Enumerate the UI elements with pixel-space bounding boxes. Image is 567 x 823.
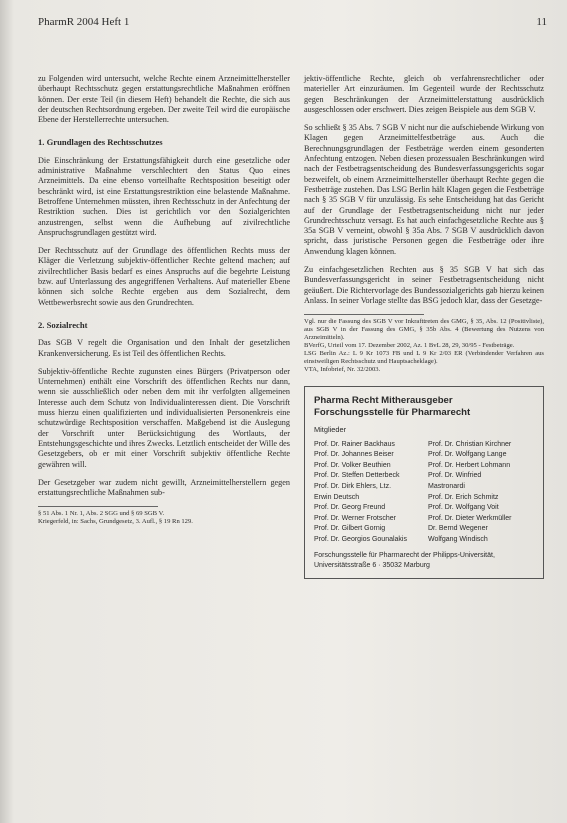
- intro-paragraph: zu Folgenden wird untersucht, welche Rechte einem Arzneimittelhersteller überhaupt Rechtsschutz gegen erstattungsrechtliche Maßnahmen eröffnen können. Der erste Teil (in diesem Heft) behandelt die Rechte, die sich aus der deutschen Rechtsordnung ergeben. Der zweite Teil wird die europäische Ebene der Herstellerrechte untersuchen.: [38, 74, 290, 125]
- box-footer: [314, 551, 534, 570]
- box-footer-line-2: Universitätsstraße 6 · 35032 Marburg: [314, 561, 430, 569]
- footnote: LSG Berlin Az.: L 9 Kr 1073 FB und L 9 Kr 2/03 ER (Verbindender Verfahren aus einstweiligen Rechtsschutz und Hauptsacheklage).: [304, 350, 544, 366]
- member-name: Prof. Dr. Volker Beuthien: [314, 461, 391, 469]
- member-name: Prof. Dr. Dieter Werkmüller: [428, 514, 512, 522]
- member-name: Erwin Deutsch: [314, 493, 360, 501]
- editorial-board-box: [304, 386, 544, 579]
- footnote: VTA, Infobrief, Nr. 32/2003.: [304, 366, 381, 374]
- section-2-paragraph-1: Das SGB V regelt die Organisation und den Inhalt der gesetzlichen Krankenversicherung. Es ist Teil des öffentlichen Rechts.: [38, 338, 290, 358]
- section-1-heading: 1. Grundlagen des Rechtsschutzes: [38, 137, 163, 148]
- member-name: Prof. Dr. Georgios Gounalakis: [314, 535, 407, 543]
- right-column: [304, 74, 544, 579]
- member-name: Prof. Dr. Steffen Detterbeck: [314, 472, 400, 480]
- member-name: Prof. Dr. Rainer Backhaus: [314, 440, 395, 448]
- section-2-paragraph-3: Der Gesetzgeber war zudem nicht gewillt, Arzneimittelherstellern gegen erstattungsrechtliche Maßnahmen sub-: [38, 477, 290, 498]
- right-paragraph-2: So schließt § 35 Abs. 7 SGB V nicht nur die aufschiebende Wirkung von Klagen gegen Arzneimittelfestbeträge aus. Auch die Berechnungsgrundlagen der Festbeträge werden einem gesonderten Anfechtung entzogen. Neben diesen prozessualen Beschränkungen wird nach der Festbetragsentscheidung des Bundesverfassungsgerichts sogar bezweifelt, ob einem Arzneimittelhersteller überhaupt Rechte gegen die Festbeträge zustehen. Das LSG Berlin hält Klagen gegen die Festbeträge nach § 35 SGB V für unzulässig. Es sehe Entscheidung hat das Gericht auf der Grundlage der Festbetragsentscheidung nicht nur jeder Grundrechtsschutz versagt. Es hat auch einfachgesetzliche Rechte aus § 35a SGB V verneint, obwohl § 35a Abs. 7 SGB V ausdrücklich davon spricht, dass juristische Personen gegen die Festbeträge oder ihre Anwendung klagen können.: [304, 123, 544, 256]
- footnote-divider: [304, 314, 424, 315]
- member-name: Prof. Dr. Wolfgang Lange: [428, 451, 507, 459]
- footnote: § 51 Abs. 1 Nr. 1, Abs. 2 SGG und § 69 SGB V.: [38, 510, 165, 518]
- box-title: Pharma Recht Mitherausgeber: [314, 395, 453, 407]
- box-subtitle: Mitglieder: [314, 425, 347, 435]
- members-right-column: [428, 440, 534, 546]
- section-1-paragraph-2: Der Rechtsschutz auf der Grundlage des öffentlichen Rechts muss der Kläger die Verletzung subjektiv-öffentlicher Rechte geltend machen; auf zivilrechtlicher Basis bedarf es eines Anspruchs auf die begehrte Leistung bzw. auf Unterlassung des angegriffenen Verhaltens. Auf materieller Ebene können sich solche Rechte ergeben aus dem Sozialrecht, dem Wettbewerbsrecht sowie aus den Grundrechten.: [38, 246, 290, 307]
- member-name: Prof. Dr. Wolfgang Voit: [428, 504, 499, 512]
- member-name: Prof. Dr. Dirk Ehlers, Ltz.: [314, 482, 392, 490]
- box-footer-line-1: Forschungsstelle für Pharmarecht der Philipps-Universität,: [314, 552, 495, 560]
- journal-title: PharmR 2004 Heft 1: [38, 16, 130, 28]
- member-name: Prof. Dr. Christian Kirchner: [428, 440, 512, 448]
- footnote-divider: [38, 506, 158, 507]
- members-list: [314, 440, 534, 546]
- footnote: Vgl. nur die Fassung des SGB V vor Inkrafttreten des GMG, § 35, Abs. 12 (Positivliste), aus SGB V in der Fassung des GMG, § 35b Abs. 4 (Bewertung des Nutzens von Arzneimitteln).: [304, 318, 544, 342]
- footnote: BVerfG, Urteil vom 17. Dezember 2002, Az. 1 BvL 28, 29, 30/95 - Festbeträge.: [304, 342, 515, 350]
- member-name: Prof. Dr. Winfried: [428, 472, 482, 480]
- member-name: Dr. Bernd Wegener: [428, 525, 488, 533]
- footnote: Kriegerfeld, in: Sachs, Grundgesetz, 3. Aufl., § 19 Rn 129.: [38, 518, 193, 526]
- member-name: Prof. Dr. Erich Schmitz: [428, 493, 499, 501]
- members-left-column: [314, 440, 420, 546]
- right-paragraph-3: Zu einfachgesetzlichen Rechten aus § 35 SGB V hat sich das Bundesverfassungsgericht in seiner Festbetragsentscheidung nicht geäußert. Die Richtervorlage des Bundessozialgerichts gab hierzu keinen Anlass. In seiner Vorlage stellte das BSG jedoch klar, dass der Gesetzge-: [304, 265, 544, 305]
- section-2-paragraph-2: Subjektiv-öffentliche Rechte zugunsten eines Bürgers (Privatperson oder Unternehmen) enthält eine Vorschrift des öffentlichen Rechts nur dann, wenn sie ausschließlich oder neben dem mit ihr verfolgten allgemeinen Interesse auch dem Schutz von Individualinteressen dient. Die Vorschrift muss hierzu einen qualifizierten und individualisierten Personenkreis eine schutzwürdige Rechtsposition verschaffen. Maßgebend ist die Auslegung der Vorschrift unter Berücksichtigung des Wortlauts, der Entstehungsgeschichte und ihres Zwecks. Letztlich entscheidet der Wille des Gesetzgebers, ob er mit einer Vorschrift subjektiv öffentliche Rechte gewähren will.: [38, 366, 290, 469]
- section-2-heading: 2. Sozialrecht: [38, 319, 88, 330]
- member-name: Prof. Dr. Herbert Lohmann: [428, 461, 511, 469]
- section-1-paragraph-1: Die Einschränkung der Erstattungsfähigkeit durch eine gesetzliche oder administrative Maßnahme verschlechtert den Status Quo eines Arzneimittels. Da eine ebenso vorteilhafte Rechtsposition beseitigt oder beschränkt wird, ist eine Erstattungsrestriktion eine belastende Maßnahme. Betroffene Unternehmen müssten, ihren Rechtsschutz in der Anfechtung der Restriktion suchen. Dies ist gerichtlich vor den Sozialgerichten anzustrengen, selbst wenn die Aufhebung auf zivilrechtliche Anspruchsgrundlagen gestützt wird.: [38, 155, 290, 237]
- box-title-2: Forschungsstelle für Pharmarecht: [314, 407, 471, 419]
- page-header: [38, 16, 547, 30]
- member-name: Prof. Dr. Gilbert Gornig: [314, 525, 386, 533]
- page-number: 11: [536, 16, 547, 28]
- right-paragraph-1: jektiv-öffentliche Rechte, gleich ob verfahrensrechtlicher oder materieller Art einzuräumen. Im Gegenteil wurde der Rechtsschutz gegen Beschränkungen der Arzneimittelerstattung ausdrücklich ausgeschlossen oder erschwert. Dies zeigen Beispiele aus dem SGB V.: [304, 74, 544, 114]
- left-column: [38, 74, 290, 526]
- member-name: Mastronardi: [428, 482, 465, 490]
- member-name: Wolfgang Windisch: [428, 535, 488, 543]
- member-name: Prof. Dr. Werner Frotscher: [314, 514, 396, 522]
- member-name: Prof. Dr. Georg Freund: [314, 504, 386, 512]
- member-name: Prof. Dr. Johannes Beiser: [314, 451, 394, 459]
